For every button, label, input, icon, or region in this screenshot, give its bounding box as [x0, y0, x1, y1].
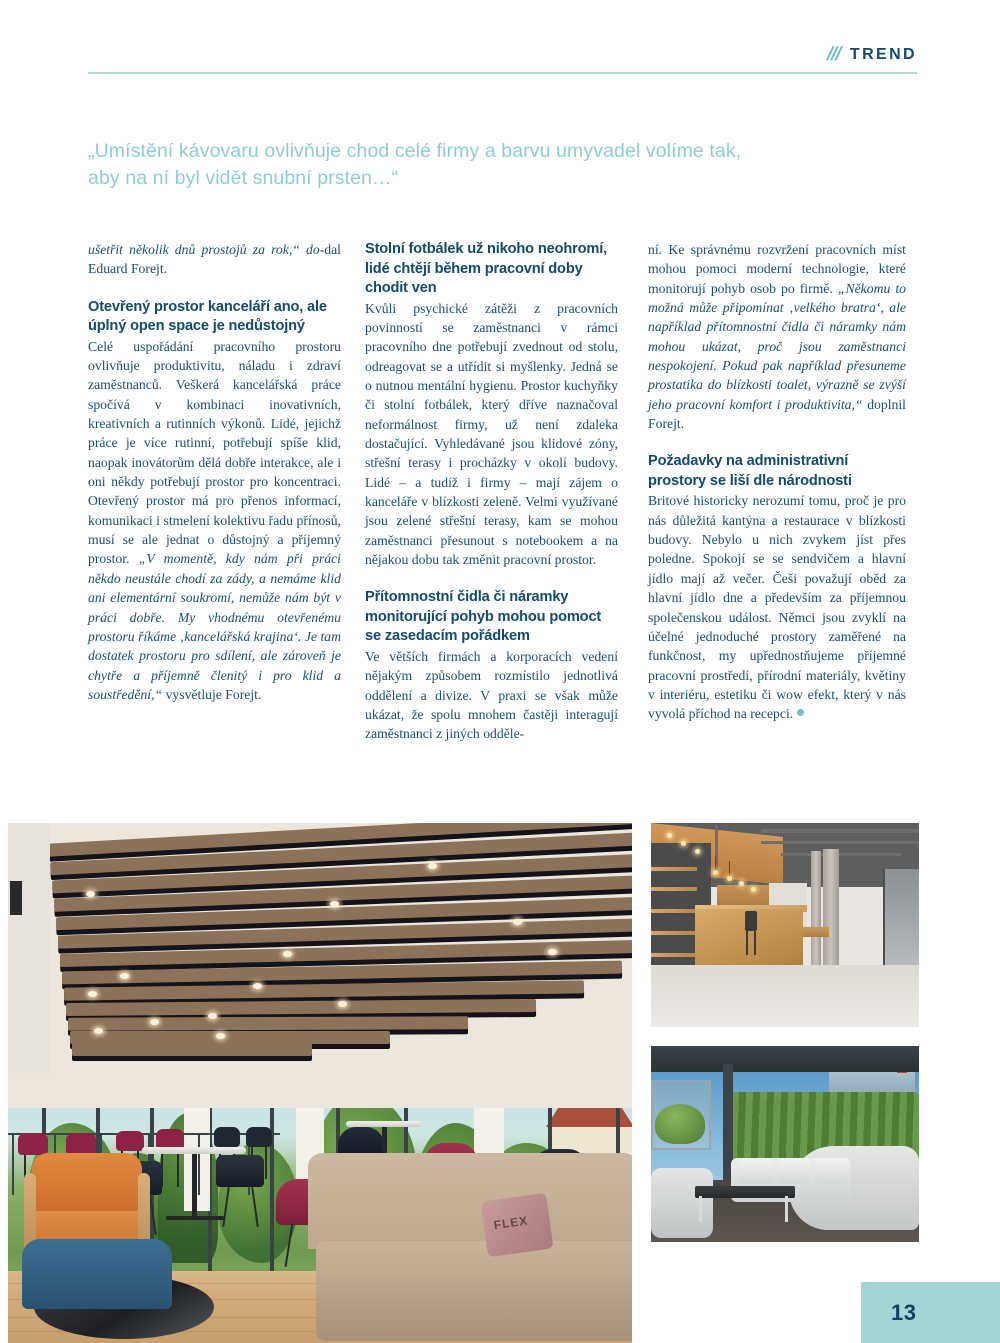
lounge-sofa	[308, 1153, 632, 1343]
pendant-bulb	[751, 887, 756, 892]
shelf-board	[651, 953, 697, 957]
ceiling-spotlight	[283, 951, 292, 957]
pendant-wire	[715, 857, 716, 871]
col3-body-1: ní. Ke správnému rozvržení pracovních míst mohou pomoci moderní technologie, které monitorují pohyb osob po firmě.	[648, 242, 906, 296]
ceiling-spotlight	[548, 949, 557, 955]
shelf-board	[651, 867, 697, 871]
stool-back	[214, 1127, 240, 1147]
railing-post	[12, 1133, 14, 1195]
spacer	[365, 569, 618, 588]
ceiling-spotlight	[208, 1013, 217, 1019]
pull-quote	[88, 138, 848, 192]
col1-quote-italic: „V momentě, kdy nám při práci někdo neustále chodí za zády, a nemáme klid ani elementární soukromí, nemůže nám být v práci dobře. My vhodnému otevřenému prostoru říkáme ‚kancelářská krajina‘. Je tam dostatek prostoru pro sdílení, ale zároveň je chytře a příjemně členitý i pro klid a soustředění,“	[88, 551, 341, 702]
ceiling-downlight	[695, 849, 700, 854]
col3-heading: Požadavky na administrativní prostory se liší dle národnosti	[648, 453, 852, 489]
ceiling-baffle	[68, 1016, 468, 1030]
section-name: TREND	[849, 46, 917, 63]
col2-body-1: Kvůli psychické zátěži z pracovních povinností se zaměstnanci v rámci pracovního dne potřebují zvednout od stolu, odreagovat se a utřídit si myšlenky. Jedná se o nutnou mentální hygienu. Prostor kuchyňky či stolní fotbálek, který dříve naznačoval neformálnost firmy, už není zdaleka dostačující. Vyhledávané jsou klidové zóny, střešní terasy i procházky v okolí budovy. Lidé – a tudíž i firmy – mají zájem o kanceláře v blízkosti zeleně. Velmi využívané jsou zelené střešní terasy, kam se mohou zaměstnanci přesunout s notebookem a na nějakou dobu tak změnit pracovní prostor.	[365, 300, 618, 567]
ceiling-spotlight	[120, 973, 129, 979]
column-3	[648, 240, 906, 724]
ceiling-spotlight	[330, 901, 339, 907]
chair-leg	[222, 1187, 230, 1227]
ceiling-spotlight	[428, 863, 437, 869]
col3-quote-italic: „Někomu to možná může připomínat ‚velkého bratra‘, ale například přítomnostní čidla či náramky nám mohou ukázat, proč jsou zaměstnanci nespokojení. Pokud pak například přesuneme prostatika do blízkosti toalet, výrazně se zvýší jeho pracovní komfort i produktivita,“	[648, 280, 906, 412]
sofa-back	[308, 1153, 632, 1249]
shelf-board	[651, 931, 697, 935]
glass-entry-door	[883, 869, 919, 969]
ceiling-spotlight	[150, 1019, 159, 1025]
side-wall	[8, 823, 50, 1073]
table-leg	[699, 1196, 702, 1222]
ceiling-baffle	[72, 1043, 312, 1056]
chair-leg	[285, 1223, 294, 1267]
throw-pillow	[480, 1193, 553, 1258]
sofa-seat	[316, 1241, 632, 1341]
stool-back	[116, 1131, 144, 1151]
column-1	[88, 240, 341, 704]
photo-kitchen-bar	[651, 823, 919, 1027]
ceiling-baffle	[64, 980, 584, 1000]
ceiling-baffle	[66, 999, 536, 1016]
chair-leg	[149, 1195, 157, 1235]
stool-back	[745, 911, 757, 931]
dining-chair	[216, 1155, 264, 1227]
col1-body-2: vysvětluje Forejt.	[162, 686, 262, 702]
table-top	[695, 1186, 795, 1198]
pergola-roof	[651, 1046, 919, 1072]
col1-body-1: Celé uspořádání pracovního prostoru ovlivňuje produktivitu, náladu i zdraví zaměstnanců. Veškerá kancelářská práce spočívá v kombinaci inovativních, kreativních a rutinních výkonů. Lidé, jejichž práce je více rutinní, potřebují spíše klid, naopak inovátorům dělá dobře interakce, ale i oni někdy potřebují prostor pro koncentraci. Otevřený prostor má pro přenos informací, komunikaci i stmelení kolektivu řadu přínosů, musí se ale jednat o důstojný a příjemný prostor.	[88, 338, 341, 567]
ceiling-downlight	[681, 841, 686, 846]
spacer	[88, 279, 341, 298]
stool-leg	[754, 931, 756, 955]
shelf-board	[651, 887, 697, 891]
page-header	[88, 44, 917, 78]
col2-heading-2: Přítomnostní čidla či náramky monitorující pohyb mohou pomoct se zasedacím pořádkem	[365, 589, 602, 645]
ceiling-spotlight	[216, 1033, 225, 1039]
col1-intro-rest: dal Eduard Forejt.	[88, 242, 341, 277]
open-shelving	[651, 867, 697, 957]
col2-heading-1: Stolní fotbálek už nikoho neohromí, lidé chtějí během pracovní doby chodit ven	[365, 241, 608, 296]
pillow-text: FLEX	[492, 1213, 530, 1233]
ceiling-spotlight	[88, 991, 97, 997]
col3-body-3: Britové historicky nerozumí tomu, proč je pro nás důležitá kantýna a restaurace v blízkosti budovy. Nebylo u nich zvykem jíst přes poledne. Spokojí se se sendvičem a hlavní jídlo mají až večer. Češi považují oběd za hlavní jídlo dne a především za příjemnou společenskou událost. Němci jsou zvyklí na účelné jednoduché prostory zaměřené na funkčnost, my upřednostňujeme příjemné pracovní prostředí, přírodní materiály, květiny v interiéru, estetiku či wow efekt, který v nás vyvolá příchod na recepci.	[648, 493, 906, 722]
table-top	[142, 1147, 246, 1154]
ceiling-spotlight	[253, 983, 262, 989]
table-leg	[785, 1196, 788, 1222]
bar-stool	[743, 911, 759, 955]
slashes-icon: ///	[824, 44, 844, 65]
seat-cushion	[739, 1158, 773, 1184]
col1-intro-italic: ušetřit několik dnů prostojů za rok,“ do-	[88, 242, 325, 257]
seat-cushion	[777, 1158, 811, 1184]
col3-body-2: doplnil Forejt.	[648, 396, 906, 432]
page-number: 13	[891, 1300, 917, 1325]
col2-body-2: Ve větších firmách a korporacích vedení nějakým způsobem rozmístilo jednotlivá oddělení a divize. V praxi se však může ukázat, že spolu mnohem častěji interagují zaměstnanci z jiných odděle-	[365, 648, 618, 742]
column-2	[365, 240, 618, 744]
table-stem	[192, 1154, 197, 1218]
pull-quote-line-1: „Umístění kávovaru ovlivňuje chod celé firmy a barvu umyvadel volíme tak,	[88, 140, 742, 162]
ceiling-spotlight	[86, 891, 95, 897]
stool-leg	[265, 1147, 267, 1179]
acoustic-wave-ceiling	[8, 823, 632, 1108]
shelf-board	[651, 909, 697, 913]
stool-back	[18, 1133, 48, 1155]
resin-floor	[651, 965, 919, 1027]
header-divider	[88, 72, 917, 74]
pull-quote-line-2: aby na ní byl vidět snubní prsten…“	[88, 167, 399, 189]
outdoor-coffee-table	[695, 1186, 795, 1220]
col1-heading: Otevřený prostor kanceláří ano, ale úplný open space je nedůstojný	[88, 298, 327, 335]
ceiling-spotlight	[513, 919, 522, 925]
ceiling-spotlight	[338, 1001, 347, 1007]
stool-back	[66, 1133, 96, 1155]
concrete-column	[811, 851, 821, 969]
stool-back	[156, 1129, 184, 1149]
chair-back	[216, 1155, 264, 1187]
ceiling-spotlight	[94, 1028, 103, 1034]
pendant-wire	[729, 861, 730, 877]
photo-rooftop-terrace	[651, 1046, 919, 1242]
armchair-blue	[22, 1239, 172, 1343]
ceiling-pipe	[761, 829, 919, 833]
ceiling-downlight	[667, 833, 672, 838]
concrete-column	[823, 849, 839, 969]
section-label	[824, 44, 917, 66]
pendant-bulb	[727, 876, 732, 881]
pendant-bulb	[713, 870, 718, 875]
chair-leg	[251, 1187, 259, 1227]
ceiling-pipe	[761, 841, 919, 844]
pendant-bulb	[739, 881, 744, 886]
photo-office-lounge	[8, 823, 632, 1343]
page-number-badge	[861, 1282, 1000, 1343]
end-of-article-mark	[797, 709, 804, 716]
seat-cushion	[815, 1158, 849, 1184]
potted-shrub	[655, 1104, 705, 1144]
armchair-back	[22, 1239, 172, 1309]
stool-back	[246, 1127, 272, 1147]
article-columns	[88, 240, 918, 810]
ceiling-pipe	[781, 853, 901, 856]
stool-leg	[746, 931, 748, 955]
spacer	[648, 433, 906, 452]
